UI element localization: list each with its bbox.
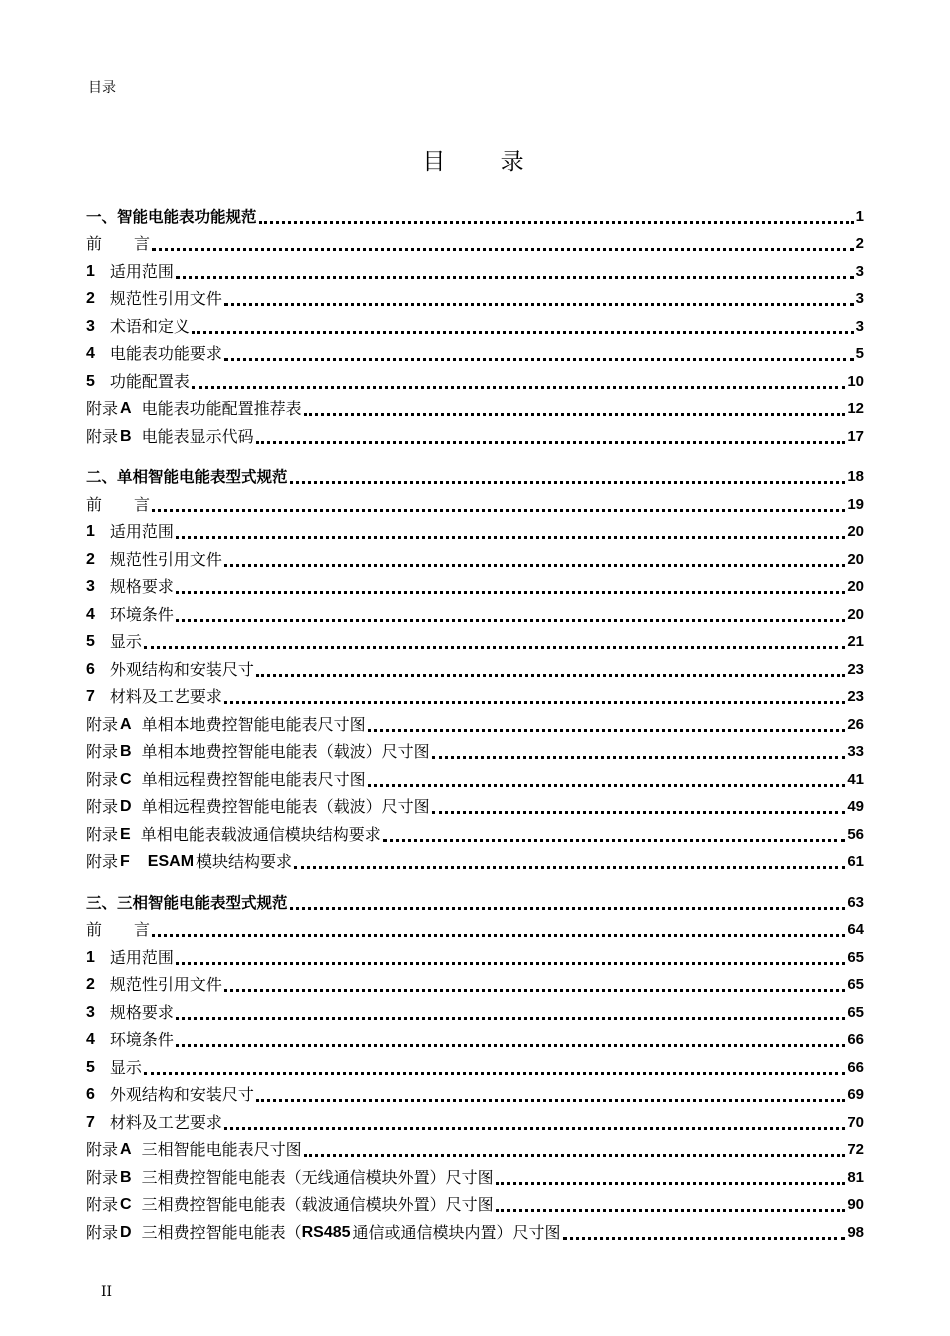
toc-entry-code: B [120, 1168, 132, 1186]
toc-entry[interactable] [86, 1215, 864, 1243]
toc-entry-number: 5 [86, 633, 95, 650]
toc-entry-page: 20 [847, 550, 864, 568]
toc-entry-page: 65 [847, 1003, 864, 1021]
toc-entry-prefix: 附录 [86, 1167, 119, 1187]
toc-entry[interactable] [86, 790, 864, 818]
toc-entry-number: 2 [86, 550, 95, 568]
toc-entry-title: 电能表功能要求 [109, 344, 222, 363]
toc-entry-page: 41 [847, 770, 864, 788]
toc-leader-dots [144, 636, 845, 649]
toc-leader-dots [368, 774, 846, 787]
toc-entry-label [86, 234, 150, 254]
toc-entry-title-part: 前 [86, 234, 103, 253]
toc-entry-label [86, 495, 150, 515]
toc-leader-dots [256, 664, 845, 677]
toc-entry-label [86, 577, 174, 597]
toc-entry[interactable] [86, 1023, 864, 1051]
toc-entry-label [86, 797, 430, 817]
toc-entry-title: 通信或通信模块内置）尺寸图 [352, 1222, 561, 1242]
toc-entry-title: 适用范围 [109, 947, 174, 967]
toc-entry-page: 61 [847, 853, 864, 870]
toc-entry[interactable] [86, 885, 864, 913]
toc-entry[interactable] [86, 282, 864, 310]
toc-leader-dots [304, 1144, 846, 1157]
toc-entry-page: 23 [847, 688, 864, 705]
toc-leader-dots [144, 1062, 845, 1075]
toc-entry-page: 66 [847, 1058, 864, 1076]
toc-entry-label [86, 1058, 142, 1078]
toc-entry-page: 56 [847, 825, 864, 843]
toc-leader-dots [176, 952, 845, 965]
toc-entry[interactable] [86, 1160, 864, 1188]
toc-leader-dots [224, 1117, 845, 1130]
toc-entry-title: 三、三相智能电能表型式规范 [86, 893, 288, 912]
toc-entry-page: 33 [847, 743, 864, 760]
toc-entry-title: 显示 [109, 632, 142, 651]
toc-entry-title-part: 言 [134, 920, 151, 939]
toc-leader-dots [290, 471, 846, 484]
toc-entry-label [86, 262, 174, 282]
toc-entry-page: 66 [847, 1031, 864, 1048]
toc-leader-dots [496, 1199, 846, 1212]
toc-leader-dots [256, 431, 846, 444]
toc-entry-label [86, 467, 288, 487]
toc-entry-page: 3 [855, 262, 864, 280]
toc-entry-number: 7 [86, 688, 95, 705]
toc-entry-title: 环境条件 [109, 604, 174, 624]
toc-entry-title: 规格要求 [109, 577, 174, 596]
toc-entry-prefix: 附录 [86, 426, 119, 446]
toc-entry-label [86, 1085, 254, 1105]
toc-entry[interactable] [86, 1105, 864, 1133]
toc-entry-prefix: 附录 [86, 1195, 119, 1214]
toc-entry-label [86, 1168, 494, 1188]
toc-entry-label [86, 317, 190, 337]
toc-entry-number: 4 [86, 605, 95, 623]
toc-entry-label [86, 550, 222, 570]
toc-entry[interactable] [86, 735, 864, 763]
toc-entry-prefix: 附录 [86, 769, 119, 789]
toc-entry-number: 1 [86, 948, 95, 966]
toc-entry-number: 4 [86, 345, 95, 362]
toc-entry-title: 规格要求 [109, 1002, 174, 1022]
toc-entry-title-part: 前 [86, 494, 103, 514]
toc-entry[interactable] [86, 597, 864, 625]
toc-leader-dots [152, 238, 854, 251]
toc-entry[interactable] [86, 625, 864, 653]
toc-entry[interactable] [86, 1133, 864, 1161]
toc-entry-bold-term: ESAM [147, 853, 195, 870]
toc-entry[interactable] [86, 762, 864, 790]
toc-entry-number: 6 [86, 1086, 95, 1103]
toc-entry-page: 20 [847, 578, 864, 595]
toc-leader-dots [224, 554, 845, 567]
toc-entry[interactable] [86, 227, 864, 255]
toc-entry-prefix: 附录 [86, 852, 119, 871]
toc-entry-number: 3 [86, 317, 95, 335]
toc-entry-title: 一、智能电能表功能规范 [86, 207, 257, 226]
toc-entry-page: 2 [855, 235, 864, 252]
toc-entry-title: 三相费控智能电能表（载波通信模块外置）尺寸图 [141, 1195, 494, 1214]
toc-entry[interactable] [86, 364, 864, 392]
toc-entry-label [86, 399, 302, 419]
toc-entry-page: 12 [847, 400, 864, 417]
toc-entry[interactable] [86, 392, 864, 420]
toc-entry-title: 规范性引用文件 [109, 975, 222, 994]
toc-entry[interactable] [86, 652, 864, 680]
toc-entry-title: 规范性引用文件 [109, 549, 222, 569]
toc-entry-label [86, 742, 430, 762]
toc-entry-number: 6 [86, 660, 95, 678]
toc-leader-dots [563, 1227, 846, 1240]
toc-entry-title: 三相费控智能电能表（无线通信模块外置）尺寸图 [141, 1167, 494, 1187]
toc-entry-title-part: 言 [134, 494, 151, 514]
toc-entry-page: 3 [855, 317, 864, 335]
toc-leader-dots [176, 581, 845, 594]
toc-entry-label [86, 1140, 302, 1160]
toc-entry-page: 90 [847, 1196, 864, 1213]
toc-entry-label [86, 289, 222, 309]
toc-entry-title: 二、单相智能电能表型式规范 [86, 468, 288, 486]
toc-leader-dots [432, 746, 846, 759]
toc-leader-dots [192, 376, 845, 389]
toc-entry-page: 70 [847, 1113, 864, 1131]
toc-entry-title: 单相本地费控智能电能表尺寸图 [141, 714, 366, 734]
toc-leader-dots [368, 719, 846, 732]
page-number: II [101, 1284, 113, 1300]
toc-entry-page: 1 [855, 207, 864, 225]
toc-entry[interactable] [86, 419, 864, 447]
toc-entry[interactable] [86, 995, 864, 1023]
toc-entry-number: 1 [86, 523, 95, 540]
toc-entry[interactable] [86, 680, 864, 708]
toc-entry-title: 单相远程费控智能电能表（载波）尺寸图 [141, 797, 430, 816]
toc-entry-page: 26 [847, 715, 864, 733]
toc-entry-label [86, 920, 150, 940]
toc-entry-code: B [120, 427, 132, 445]
toc-entry-code: E [120, 825, 131, 843]
toc-entry-title: 模块结构要求 [196, 852, 293, 871]
toc-leader-dots [152, 499, 845, 512]
toc-leader-dots [496, 1172, 846, 1185]
toc-entry[interactable] [86, 913, 864, 941]
toc-entry-page: 81 [847, 1168, 864, 1186]
toc-entry-label [86, 687, 222, 707]
toc-entry-label [86, 825, 381, 845]
toc-leader-dots [176, 609, 845, 622]
toc-entry-title: 单相本地费控智能电能表（载波）尺寸图 [141, 742, 430, 761]
toc-leader-dots [224, 691, 845, 704]
toc-entry-page: 64 [847, 921, 864, 938]
toc-entry-code: C [120, 770, 132, 788]
toc-entry[interactable] [86, 1188, 864, 1216]
toc-entry-number: 7 [86, 1113, 95, 1131]
toc-entry-title: 环境条件 [109, 1030, 174, 1049]
toc-entry-code: A [120, 1141, 132, 1158]
toc-entry-title: 电能表功能配置推荐表 [141, 399, 302, 418]
toc-entry[interactable] [86, 337, 864, 365]
toc-entry[interactable] [86, 1050, 864, 1078]
toc-entry-title: 材料及工艺要求 [109, 687, 222, 706]
toc-entry-label [86, 522, 174, 542]
toc-entry-label [86, 632, 142, 652]
toc-entry[interactable] [86, 487, 864, 515]
toc-leader-dots [304, 403, 846, 416]
toc-entry-page: 69 [847, 1086, 864, 1103]
toc-entry-number: 3 [86, 1003, 95, 1021]
toc-entry[interactable] [86, 845, 864, 873]
toc-entry-title: 外观结构和安装尺寸 [109, 659, 254, 679]
toc-entry-title-part: 言 [134, 234, 151, 253]
toc-leader-dots [383, 829, 846, 842]
toc-leader-dots [259, 211, 854, 224]
toc-entry-number: 2 [86, 290, 95, 307]
toc-entry-label [86, 1030, 174, 1050]
toc-entry-page: 19 [847, 495, 864, 513]
toc-entry-label [86, 975, 222, 995]
toc-entry-title: 适用范围 [109, 522, 174, 541]
toc-leader-dots [176, 526, 845, 539]
toc-entry-prefix: 附录 [86, 714, 119, 734]
toc-entry[interactable] [86, 309, 864, 337]
toc-entry-title: 三相智能电能表尺寸图 [141, 1140, 302, 1159]
toc-entry-title: 适用范围 [109, 261, 174, 281]
toc-entry-title: 单相远程费控智能电能表尺寸图 [141, 769, 366, 789]
toc-leader-dots [294, 856, 845, 869]
toc-leader-dots [192, 321, 854, 334]
toc-entry-label [86, 948, 174, 968]
toc-entry-page: 23 [847, 660, 864, 678]
toc-entry-code: B [120, 743, 132, 760]
toc-entry-page: 63 [847, 893, 864, 911]
toc-entry-title-part: 三相费控智能电能表（ [141, 1222, 302, 1242]
toc-entry[interactable] [86, 199, 864, 227]
toc-entry-code: D [120, 1223, 132, 1241]
toc-leader-dots [152, 924, 845, 937]
toc-entry-label [86, 605, 174, 625]
toc-leader-dots [224, 348, 854, 361]
table-of-contents [86, 199, 864, 1243]
toc-entry-title: 外观结构和安装尺寸 [109, 1085, 254, 1104]
toc-entry[interactable] [86, 940, 864, 968]
toc-entry-prefix: 附录 [86, 1222, 119, 1242]
toc-leader-dots [432, 801, 846, 814]
toc-leader-dots [290, 897, 846, 910]
toc-entry-page: 49 [847, 798, 864, 815]
toc-entry-label [86, 1223, 561, 1243]
toc-leader-dots [176, 266, 854, 279]
toc-entry-label [86, 207, 257, 227]
toc-leader-dots [224, 979, 845, 992]
toc-entry-prefix: 附录 [86, 742, 119, 761]
toc-leader-dots [224, 293, 854, 306]
toc-entry-title: 规范性引用文件 [109, 289, 222, 308]
toc-entry-label [86, 852, 292, 872]
toc-entry-label [86, 770, 366, 790]
toc-entry-page: 17 [847, 427, 864, 445]
toc-entry-number: 5 [86, 1058, 95, 1076]
toc-entry-number: 2 [86, 976, 95, 993]
toc-entry-label [86, 372, 190, 392]
toc-entry-bold-term: RS485 [301, 1223, 351, 1241]
toc-entry-page: 65 [847, 948, 864, 966]
toc-entry-page: 72 [847, 1141, 864, 1158]
toc-entry-number: 1 [86, 262, 95, 280]
toc-entry-prefix: 附录 [86, 1140, 119, 1159]
toc-entry[interactable] [86, 542, 864, 570]
toc-entry[interactable] [86, 460, 864, 488]
toc-entry-page: 3 [855, 290, 864, 307]
toc-entry-number: 5 [86, 372, 95, 390]
toc-entry-page: 20 [847, 523, 864, 540]
toc-entry-page: 10 [847, 372, 864, 390]
toc-entry-label [86, 1195, 494, 1215]
toc-entry-title-part: 前 [86, 920, 103, 939]
toc-entry-prefix: 附录 [86, 399, 119, 418]
toc-entry-code: D [120, 798, 132, 815]
toc-entry-title: 显示 [109, 1057, 142, 1077]
toc-entry-label [86, 427, 254, 447]
toc-entry[interactable] [86, 817, 864, 845]
toc-leader-dots [256, 1089, 845, 1102]
toc-entry[interactable] [86, 1078, 864, 1106]
toc-entry-code: A [120, 715, 132, 733]
toc-entry-label [86, 660, 254, 680]
toc-entry-label [86, 1003, 174, 1023]
toc-entry-prefix: 附录 [86, 824, 119, 844]
toc-entry-page: 21 [847, 633, 864, 650]
toc-entry-page: 65 [847, 976, 864, 993]
toc-entry-code: C [120, 1196, 132, 1213]
toc-entry-label [86, 1113, 222, 1133]
toc-entry-page: 18 [847, 468, 864, 485]
running-head: 目录 [88, 80, 116, 96]
toc-entry-label [86, 715, 366, 735]
toc-entry[interactable] [86, 968, 864, 996]
toc-entry-number: 4 [86, 1031, 95, 1048]
toc-entry-label [86, 344, 222, 364]
toc-entry-title: 术语和定义 [109, 316, 190, 336]
toc-entry-number: 3 [86, 578, 95, 595]
toc-entry-code: F [120, 853, 130, 870]
toc-entry-prefix: 附录 [86, 797, 119, 816]
page-title: 目 录 [422, 149, 548, 175]
toc-entry-code: A [120, 400, 132, 417]
toc-entry-title: 材料及工艺要求 [109, 1112, 222, 1132]
toc-leader-dots [176, 1007, 845, 1020]
toc-entry-title: 功能配置表 [109, 371, 190, 391]
toc-entry-label [86, 893, 288, 913]
toc-entry-title: 单相电能表载波通信模块结构要求 [140, 824, 381, 844]
toc-entry[interactable] [86, 707, 864, 735]
toc-entry-page: 5 [855, 345, 864, 362]
toc-leader-dots [176, 1034, 845, 1047]
toc-entry-title: 电能表显示代码 [141, 426, 254, 446]
toc-entry-page: 20 [847, 605, 864, 623]
toc-entry-page: 98 [847, 1223, 864, 1241]
toc-entry[interactable] [86, 570, 864, 598]
toc-entry[interactable] [86, 515, 864, 543]
toc-entry[interactable] [86, 254, 864, 282]
